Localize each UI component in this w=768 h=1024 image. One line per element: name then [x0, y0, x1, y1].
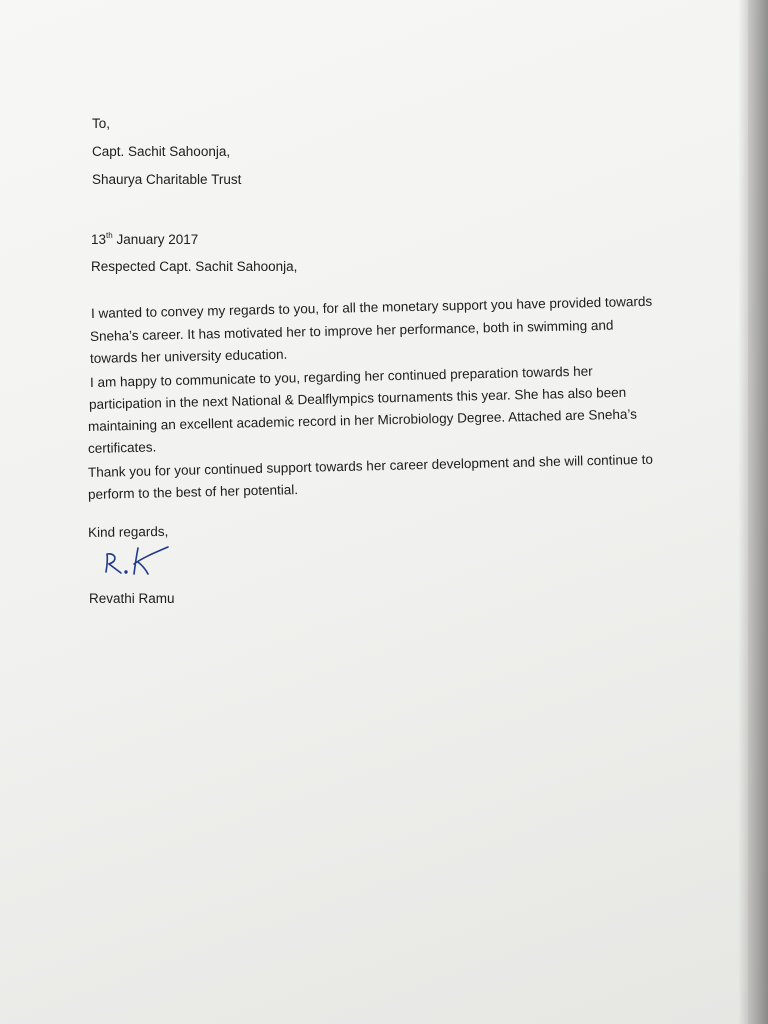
date-suffix: th [106, 231, 113, 240]
handwritten-signature [98, 540, 178, 580]
paragraph-3-line: Thank you for your continued support towards her career development and she will continue to [87, 451, 654, 480]
paragraph-2-line: certificates. [87, 439, 157, 456]
letter-date [91, 231, 198, 247]
paragraph-2-line: participation in the next National & Dealflympics tournaments this year. She has also been [88, 384, 627, 412]
signer-name: Revathi Ramu [89, 591, 175, 606]
recipient-name: Capt. Sachit Sahoonja, [92, 144, 231, 159]
paragraph-1-line: towards her university education. [89, 346, 288, 366]
date-month-year: January 2017 [112, 232, 199, 247]
closing: Kind regards, [87, 523, 169, 540]
paragraph-1-line: I wanted to convey my regards to you, for all the monetary support you have provided towards [90, 293, 653, 321]
paragraph-2-line: maintaining an excellent academic record in her Microbiology Degree. Attached are Sneha’s [87, 406, 638, 434]
paragraph-1-line: Sneha’s career. It has motivated her to improve her performance, both in swimming and [89, 317, 614, 344]
paragraph-2-line: I am happy to communicate to you, regarding her continued preparation towards her [89, 363, 593, 390]
salutation: Respected Capt. Sachit Sahoonja, [91, 259, 298, 274]
paper-edge-shadow [738, 0, 768, 1024]
recipient-organization: Shaurya Charitable Trust [92, 172, 242, 187]
date-day: 13 [91, 232, 107, 247]
paragraph-3-line: perform to the best of her potential. [87, 482, 299, 502]
to-label: To, [92, 116, 111, 131]
